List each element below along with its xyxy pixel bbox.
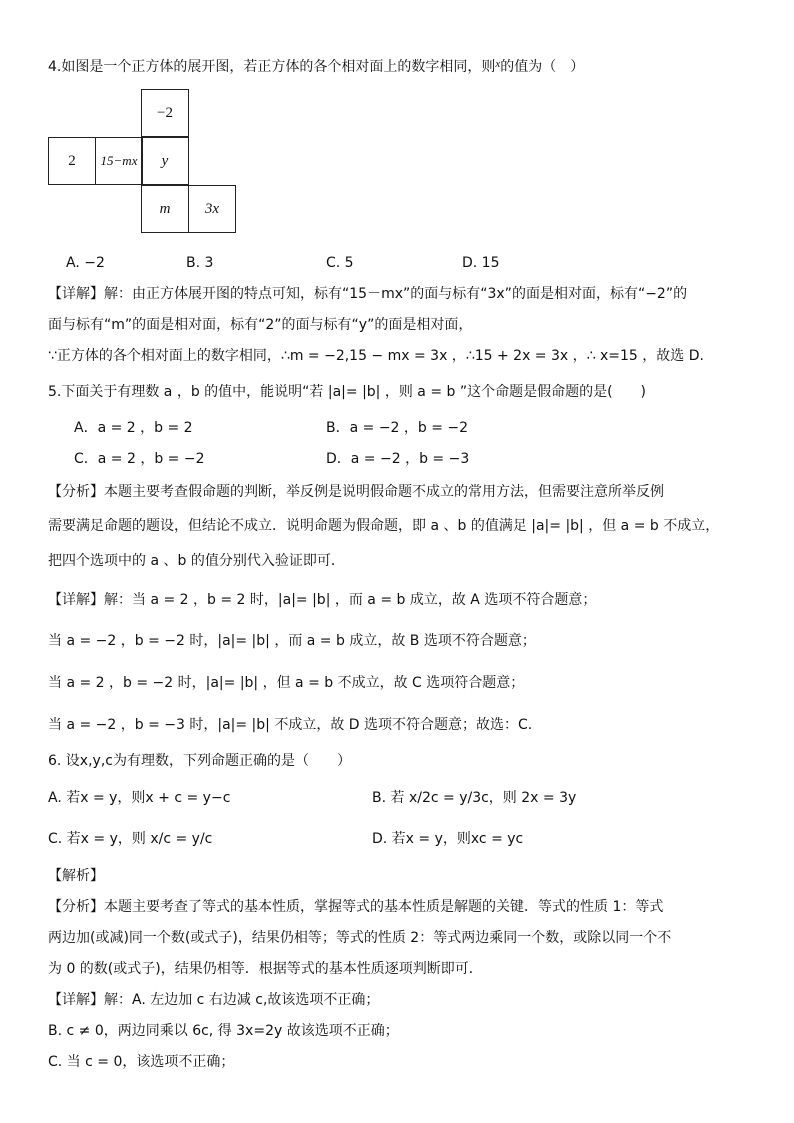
q6-option-c: C. 若x = y，则 x/c = y/c xyxy=(48,831,213,847)
q6-analysis-line-3: 为 0 的数(或式子)，结果仍相等．根据等式的基本性质逐项判断即可． xyxy=(48,961,483,977)
net-face-left: 2 xyxy=(48,137,96,185)
q4-stem: 4.如图是一个正方体的展开图，若正方体的各个相对面上的数字相同，则$^x$的值为（ ） xyxy=(48,58,585,75)
q5-detail-line-3: 当 a = 2 ，b = −2 时，|a|= |b| ，但 a = b 不成立，故 C 选项符合题意； xyxy=(48,675,525,691)
q5-detail-line-2: 当 a = −2 ，b = −2 时，|a|= |b| ，而 a = b 成立，故 B 选项不符合题意； xyxy=(48,633,536,649)
q4-option-b: B. 3 xyxy=(186,255,214,271)
q5-analysis-line-2: 需要满足命题的题设，但结论不成立．说明命题为假命题，即 a 、b 的值满足 |a|= |b| ，但 a = b 不成立， xyxy=(48,518,720,534)
q6-detail-line-1: 【详解】解：A. 左边加 c 右边减 c,故该选项不正确； xyxy=(48,992,380,1008)
q6-stem: 6. 设x,y,c为有理数，下列命题正确的是（ ） xyxy=(48,753,351,769)
q6-analysis-line-2: 两边加(或减)同一个数(或式子)，结果仍相等；等式的性质 2：等式两边乘同一个数，或除以同一个不 xyxy=(48,930,672,946)
q5-analysis-line-1: 【分析】本题主要考查假命题的判断，举反例是说明假命题不成立的常用方法，但需要注意所举反例 xyxy=(48,484,664,500)
q4-detail-line-1: 【详解】解：由正方体展开图的特点可知，标有“15－mx”的面与标有“3x”的面是相对面，标有“−2”的 xyxy=(48,286,688,302)
q5-analysis-line-3: 把四个选项中的 a 、b 的值分别代入验证即可． xyxy=(48,553,345,569)
q4-detail-line-2: 面与标有“m”的面是相对面，标有“2”的面与标有“y”的面是相对面， xyxy=(48,317,473,333)
q5-detail-line-4: 当 a = −2 ，b = −3 时，|a|= |b| 不成立，故 D 选项不符合题意；故选：C. xyxy=(48,717,533,733)
q6-option-a: A. 若x = y，则x + c = y−c xyxy=(48,790,231,806)
q6-option-b: B. 若 x/2c = y/3c，则 2x = 3y xyxy=(372,790,577,806)
net-face-right: 3x xyxy=(188,185,236,233)
q4-option-a: A. −2 xyxy=(66,255,105,271)
q6-detail-line-3: C. 当 c = 0，该选项不正确； xyxy=(48,1054,235,1070)
q6-analysis-line-1: 【分析】本题主要考查了等式的基本性质，掌握等式的基本性质是解题的关键．等式的性质 1：等式 xyxy=(48,899,664,915)
q4-option-c: C. 5 xyxy=(326,255,354,271)
q5-option-d: D．a = −2 ，b = −3 xyxy=(326,451,470,467)
q5-option-a: A．a = 2 ，b = 2 xyxy=(74,420,193,436)
q5-option-c: C．a = 2 ，b = −2 xyxy=(74,451,205,467)
net-face-center: y xyxy=(141,137,189,185)
q5-stem: 5.下面关于有理数 a ，b 的值中，能说明“若 |a|= |b| ，则 a = b ”这个命题是假命题的是( ) xyxy=(48,384,647,400)
q4-detail-line-3: ∵正方体的各个相对面上的数字相同，∴m = −2,15 − mx = 3x ，∴15 + 2x = 3x ，∴ x=15 ，故选 D. xyxy=(48,348,704,364)
net-face-bottom: m xyxy=(141,185,189,233)
q5-detail-line-1: 【详解】解：当 a = 2 ，b = 2 时，|a|= |b| ，而 a = b 成立，故 A 选项不符合题意； xyxy=(48,592,597,608)
net-face-mid: 15−mx xyxy=(95,137,143,185)
q6-option-d: D. 若x = y，则xc = yc xyxy=(372,831,524,847)
q6-jiexi-heading: 【解析】 xyxy=(48,868,104,884)
net-face-top: −2 xyxy=(141,89,189,137)
q4-option-d: D. 15 xyxy=(462,255,500,271)
q6-detail-line-2: B. c ≠ 0，两边同乘以 6c, 得 3x=2y 故该选项不正确； xyxy=(48,1023,399,1039)
q5-option-b: B．a = −2 ，b = −2 xyxy=(326,420,469,436)
